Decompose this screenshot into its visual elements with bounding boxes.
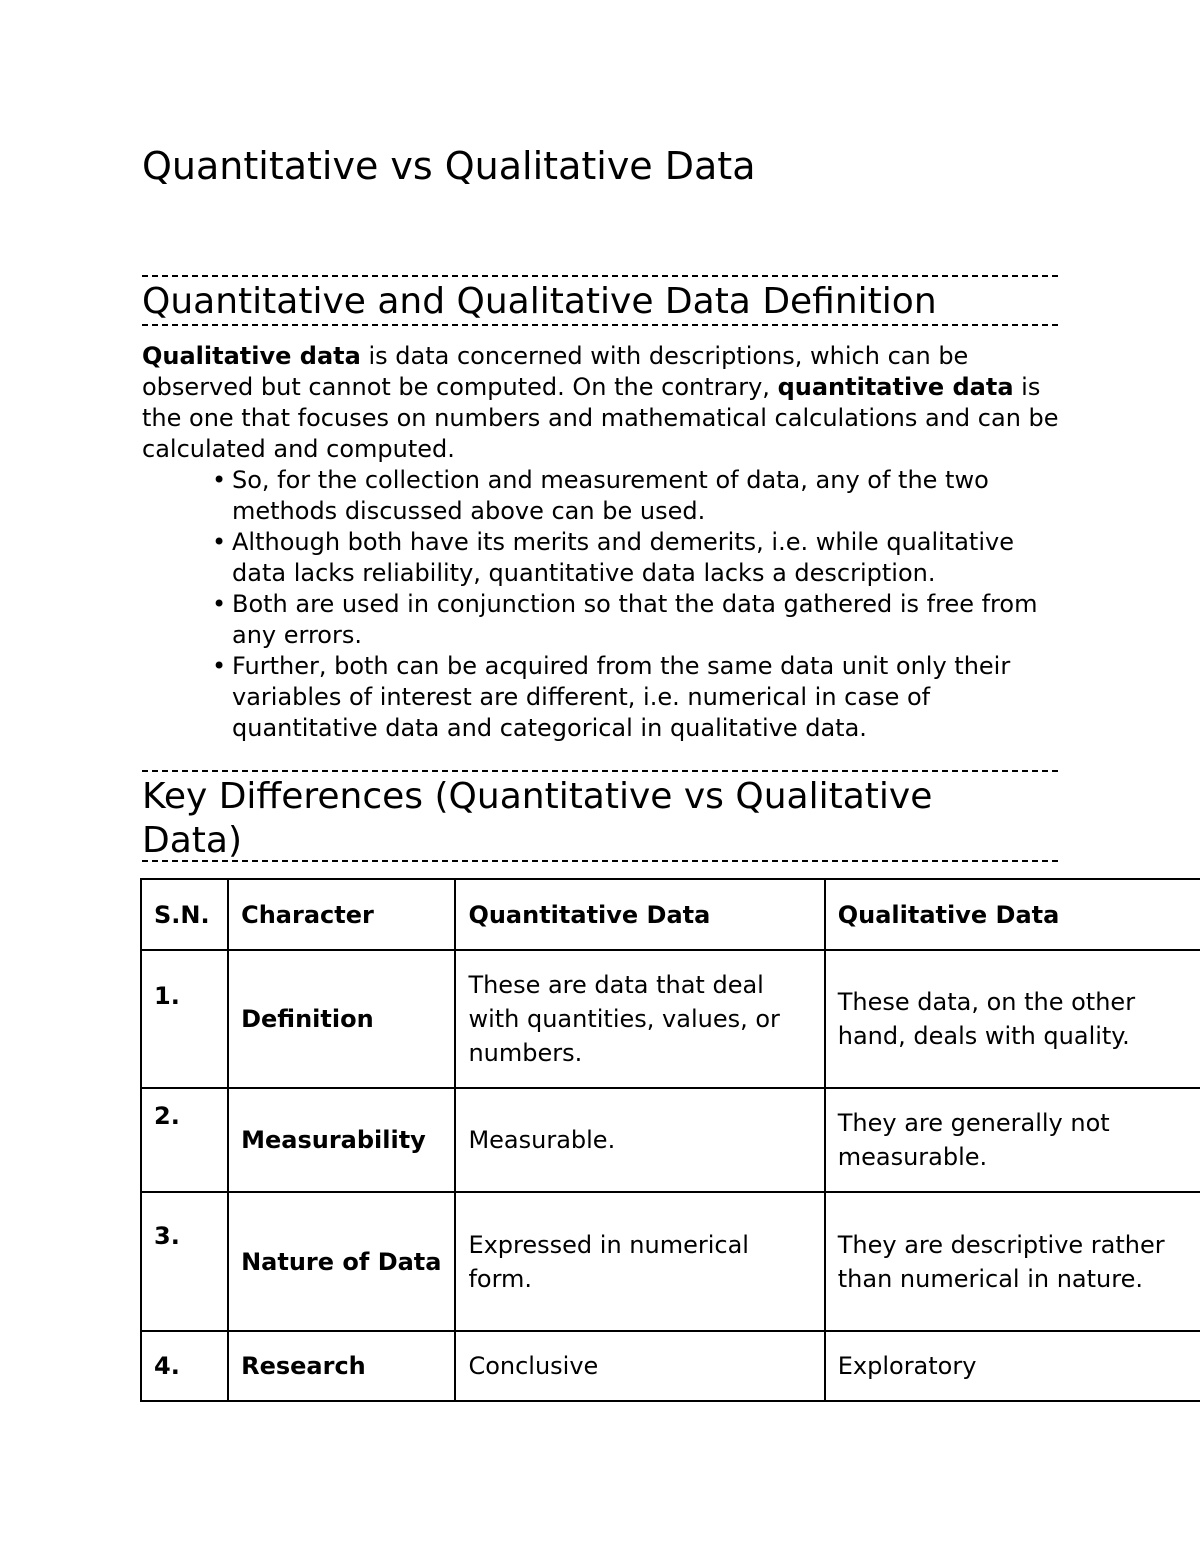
table-header-row bbox=[141, 879, 1200, 950]
header-character: Character bbox=[228, 879, 455, 950]
cell-qualitative: Exploratory bbox=[825, 1331, 1200, 1401]
section-heading-definition: Quantitative and Qualitative Data Definition bbox=[142, 281, 937, 322]
table-row bbox=[141, 1192, 1200, 1331]
section-divider-bottom bbox=[142, 324, 1058, 326]
term-quantitative-data: quantitative data bbox=[777, 373, 1014, 401]
bullet-text: Further, both can be acquired from the same data unit only their variables of interest are different, i.e. numerical in case of quantitative data and categorical in qualitative data. bbox=[232, 652, 1011, 742]
table-row bbox=[141, 1088, 1200, 1192]
bullet-text: Although both have its merits and demerits, i.e. while qualitative data lacks reliability, quantitative data lacks a description. bbox=[232, 528, 1014, 587]
cell-character: Nature of Data bbox=[228, 1192, 455, 1331]
definition-bullet-list bbox=[142, 465, 1062, 744]
cell-sn: 3. bbox=[141, 1192, 228, 1331]
section-heading-key-differences: Key Differences (Quantitative vs Qualitative Data) bbox=[142, 776, 933, 861]
cell-quantitative: Expressed in numerical form. bbox=[455, 1192, 824, 1331]
definition-paragraph bbox=[142, 341, 1062, 465]
cell-quantitative: Conclusive bbox=[455, 1331, 824, 1401]
table-row bbox=[141, 950, 1200, 1088]
bullet-text: So, for the collection and measurement of data, any of the two methods discussed above can be used. bbox=[232, 466, 989, 525]
definition-text-1: is data concerned with descriptions, which can be observed but cannot be computed. On the contrary, bbox=[142, 342, 969, 401]
cell-quantitative: These are data that deal with quantities, values, or numbers. bbox=[455, 950, 824, 1088]
cell-character: Definition bbox=[228, 950, 455, 1088]
cell-sn: 1. bbox=[141, 950, 228, 1088]
key-differences-table bbox=[140, 878, 1200, 1402]
bullet-icon: • bbox=[212, 528, 227, 556]
cell-quantitative: Measurable. bbox=[455, 1088, 824, 1192]
bullet-item bbox=[142, 589, 1062, 651]
cell-sn: 2. bbox=[141, 1088, 228, 1192]
section-divider-top-2 bbox=[142, 770, 1058, 772]
header-sn: S.N. bbox=[141, 879, 228, 950]
cell-character: Measurability bbox=[228, 1088, 455, 1192]
bullet-icon: • bbox=[212, 652, 227, 680]
cell-qualitative: They are descriptive rather than numerical in nature. bbox=[825, 1192, 1200, 1331]
section-divider-bottom-2 bbox=[142, 860, 1058, 862]
header-qualitative: Qualitative Data bbox=[825, 879, 1200, 950]
bullet-icon: • bbox=[212, 466, 227, 494]
bullet-item bbox=[142, 465, 1062, 527]
cell-qualitative: These data, on the other hand, deals with quality. bbox=[825, 950, 1200, 1088]
page-title: Quantitative vs Qualitative Data bbox=[142, 144, 756, 188]
definition-text-2: is the one that focuses on numbers and mathematical calculations and can be calculated and computed. bbox=[142, 373, 1059, 463]
section-divider-top bbox=[142, 275, 1058, 277]
bullet-item bbox=[142, 527, 1062, 589]
cell-character: Research bbox=[228, 1331, 455, 1401]
header-quantitative: Quantitative Data bbox=[455, 879, 824, 950]
cell-qualitative: They are generally not measurable. bbox=[825, 1088, 1200, 1192]
bullet-item bbox=[142, 651, 1062, 744]
bullet-icon: • bbox=[212, 590, 227, 618]
bullet-text: Both are used in conjunction so that the data gathered is free from any errors. bbox=[232, 590, 1038, 649]
table-row bbox=[141, 1331, 1200, 1401]
cell-sn: 4. bbox=[141, 1331, 228, 1401]
term-qualitative-data: Qualitative data bbox=[142, 342, 361, 370]
